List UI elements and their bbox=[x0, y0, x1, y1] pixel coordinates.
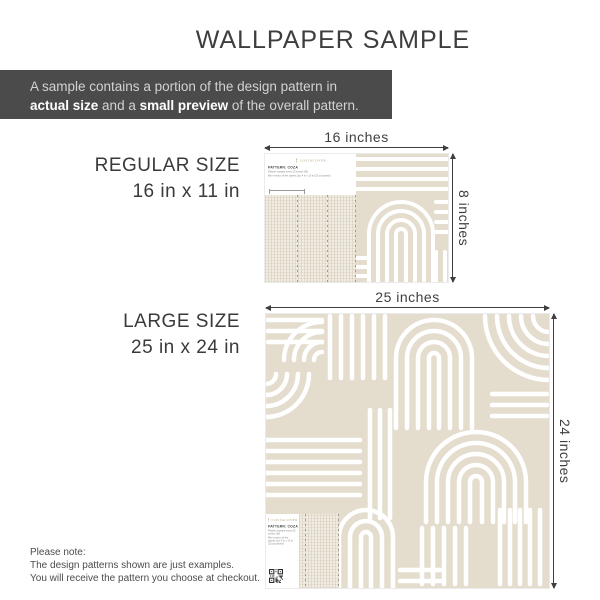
qr-code-icon bbox=[269, 569, 283, 583]
brand-name: COSTACOVER bbox=[299, 159, 327, 163]
panel-dashed-line bbox=[305, 514, 306, 588]
pattern-name: PATTERN: COZA bbox=[268, 525, 299, 529]
large-sample-card bbox=[266, 514, 299, 588]
regular-size-label: REGULAR SIZE 16 in x 11 in bbox=[94, 155, 240, 202]
note-line-2: The design patterns shown are just examples. bbox=[30, 560, 234, 571]
panel-dashed-line bbox=[355, 195, 356, 282]
note-line-1: Please note: bbox=[30, 547, 86, 558]
card-info-line: Pattern repeats every 25 inches (W) bbox=[268, 170, 309, 174]
large-height-label: 24 inches bbox=[557, 418, 573, 484]
large-height-arrow bbox=[553, 314, 554, 588]
linen-texture bbox=[265, 195, 356, 282]
banner-line-2: actual size and a small preview of the overall pattern. bbox=[30, 98, 359, 113]
large-width-arrow bbox=[266, 307, 549, 308]
brand-logo-icon bbox=[295, 158, 299, 164]
banner-line-1: A sample contains a portion of the design pattern in bbox=[30, 79, 337, 94]
regular-sample bbox=[265, 154, 448, 282]
regular-width-label: 16 inches bbox=[324, 129, 389, 145]
regular-width-arrow bbox=[265, 147, 448, 148]
large-width-label: 25 inches bbox=[375, 289, 440, 305]
panel-dashed-line bbox=[338, 514, 339, 588]
large-sample bbox=[266, 314, 549, 588]
panel-dashed-line bbox=[297, 195, 298, 282]
panel-dashed-line bbox=[327, 195, 328, 282]
regular-sample-pattern bbox=[356, 154, 448, 282]
regular-height-label: 8 inches bbox=[456, 189, 472, 247]
panel-measure-line bbox=[269, 190, 305, 191]
footer-note bbox=[30, 546, 260, 585]
card-info-line: Mini version of the panels 2pc 4 in x 13 in (25 yd panels) bbox=[268, 536, 293, 546]
card-info-line: Pattern repeats every 25 inches (W) bbox=[268, 529, 296, 536]
brand-logo-icon bbox=[267, 518, 270, 523]
brand-logo bbox=[265, 158, 356, 164]
brand-name: COSTACOVER bbox=[271, 518, 298, 522]
note-line-3: You will receive the pattern you choose at checkout. bbox=[30, 573, 260, 584]
regular-sample-card bbox=[265, 154, 356, 195]
page-title: WALLPAPER SAMPLE bbox=[195, 26, 471, 54]
regular-height-arrow bbox=[452, 154, 453, 282]
large-size-label: LARGE SIZE 25 in x 24 in bbox=[123, 311, 240, 358]
pattern-name: PATTERN: COZA bbox=[268, 166, 299, 170]
info-banner bbox=[0, 70, 392, 119]
brand-logo bbox=[266, 518, 299, 523]
card-info-line: Mini version of the panels 2pc 4 in x 13 in (25 yd panels) bbox=[268, 174, 331, 178]
